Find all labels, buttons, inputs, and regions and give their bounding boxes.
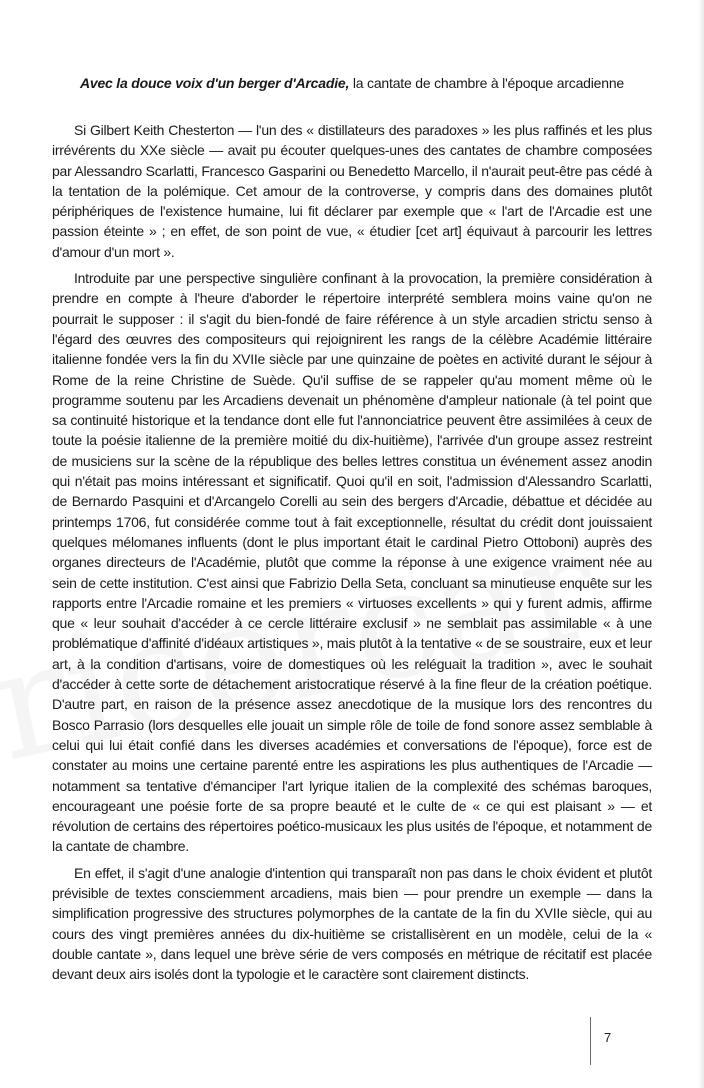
paragraph-1: Si Gilbert Keith Chesterton — l'un des « distillateurs des paradoxes » les plus raffinés et les plus irrévérents du XXe siècle — avait pu écouter quelques-unes des cantates de chambre composées par Alessandro Scarlatti, Francesco Gasparini ou Benedetto Marcello, il n'aurait peut-être pas cédé à la tentation de la polémique. Cet amour de la controverse, y compris dans des domaines plutôt périphériques de l'existence humaine, lui fit déclarer par exemple que « l'art de l'Arcadie est une passion éteinte » ; en effet, de son point de vue, « étudier [cet art] équivaut à parcourir les lettres d'amour d'un mort ».	[52, 122, 652, 260]
paragraph-3: En effet, il s'agit d'une analogie d'intention qui transparaît non pas dans le choix évident et plutôt prévisible de textes consciemment arcadiens, mais bien — pour prendre un exemple — dans la simplification progressive des structures polymorphes de la cantate de la fin du XVIIe siècle, qui au cours des vingt premières années du dix-huitième se cristallisèrent en un modèle, celui de la « double cantate », dans lequel une brève série de vers composés en métrique de récitatif est placée devant deux airs isolés dont la typologie et le caractère sont clairement distincts.	[52, 864, 652, 983]
header-title-rest: la cantate de chambre à l'époque arcadienne	[349, 75, 625, 91]
running-header	[0, 72, 704, 94]
page-edge-shadow	[698, 0, 704, 1088]
main-text	[52, 120, 652, 990]
header-title-emphasis: Avec la douce voix d'un berger d'Arcadie,	[79, 75, 350, 91]
page-number: 7	[604, 1030, 612, 1045]
footer-rule	[590, 1017, 591, 1065]
paragraph-2: Introduite par une perspective singulière confinant à la provocation, la première considération à prendre en compte à l'heure d'aborder le répertoire interprété semblera moins vaine qu'on ne pourrait le supposer : il s'agit du bien-fondé de faire référence à un style arcadien strictu senso à l'égard des œuvres des compositeurs qui rejoignirent les rangs de la célèbre Académie littéraire italienne fondée vers la fin du XVIIe siècle par une quinzaine de poètes en activité durant le séjour à Rome de la reine Christine de Suède. Qu'il suffise de se rappeler qu'au moment même où le programme soutenu par les Arcadiens devenait un phénomène d'ampleur nationale (à tel point que sa continuité historique et la tendance dont elle fut l'annonciatrice peuvent être assimilées à ceux de toute la poésie italienne de la première moitié du dix-huitième), l'arrivée d'un groupe assez restreint de musiciens sur la scène de la république des belles lettres constitua un événement assez anodin qui n'était pas moins intéressant et significatif. Quoi qu'il en soit, l'admission d'Alessandro Scarlatti, de Bernardo Pasquini et d'Arcangelo Corelli au sein des bergers d'Arcadie, débattue et décidée au printemps 1706, fut considérée comme tout à fait exceptionnelle, résultat du crédit dont jouissaient quelques mélomanes influents (dont le plus important était le cardinal Pietro Ottoboni) auprès des organes directeurs de l'Académie, plutôt que comme la réponse à une exigence vraiment née au sein de cette institution. C'est ainsi que Fabrizio Della Seta, concluant sa minutieuse enquête sur les rapports entre l'Arcadie romaine et les premiers « virtuoses excellents » qui y furent admis, affirme que « leur souhait d'accéder à ce cercle littéraire exclusif » ne semblait pas assimilable « à une problématique d'affinité d'idéaux artistiques », mais plutôt à la tentative « de se soustraire, eux et leur art, à la condition d'artisans, voire de domestiques où les reléguait la tradition », avec le souhait d'accéder à cette sorte de détachement aristocratique réservé à la fine fleur de la création poétique. D'autre part, en raison de la présence assez anecdotique de la musique lors des rencontres du Bosco Parrasio (lors desquelles elle jouait un simple rôle de toile de fond sonore assez semblable à celui qui lui était confié dans les diverses académies et conversations de l'époque), force est de constater au moins une certaine parenté entre les aspirations les plus authentiques de l'Arcadie — notamment sa tentative d'émanciper l'art lyrique italien de la complexité des schémas baroques, encourageant une poésie forte de sa propre beauté et le culte de « ce qui est plaisant » — et révolution de certains des répertoires poético-musicaux les plus usités de l'époque, et notamment de la cantate de chambre.	[52, 270, 652, 855]
